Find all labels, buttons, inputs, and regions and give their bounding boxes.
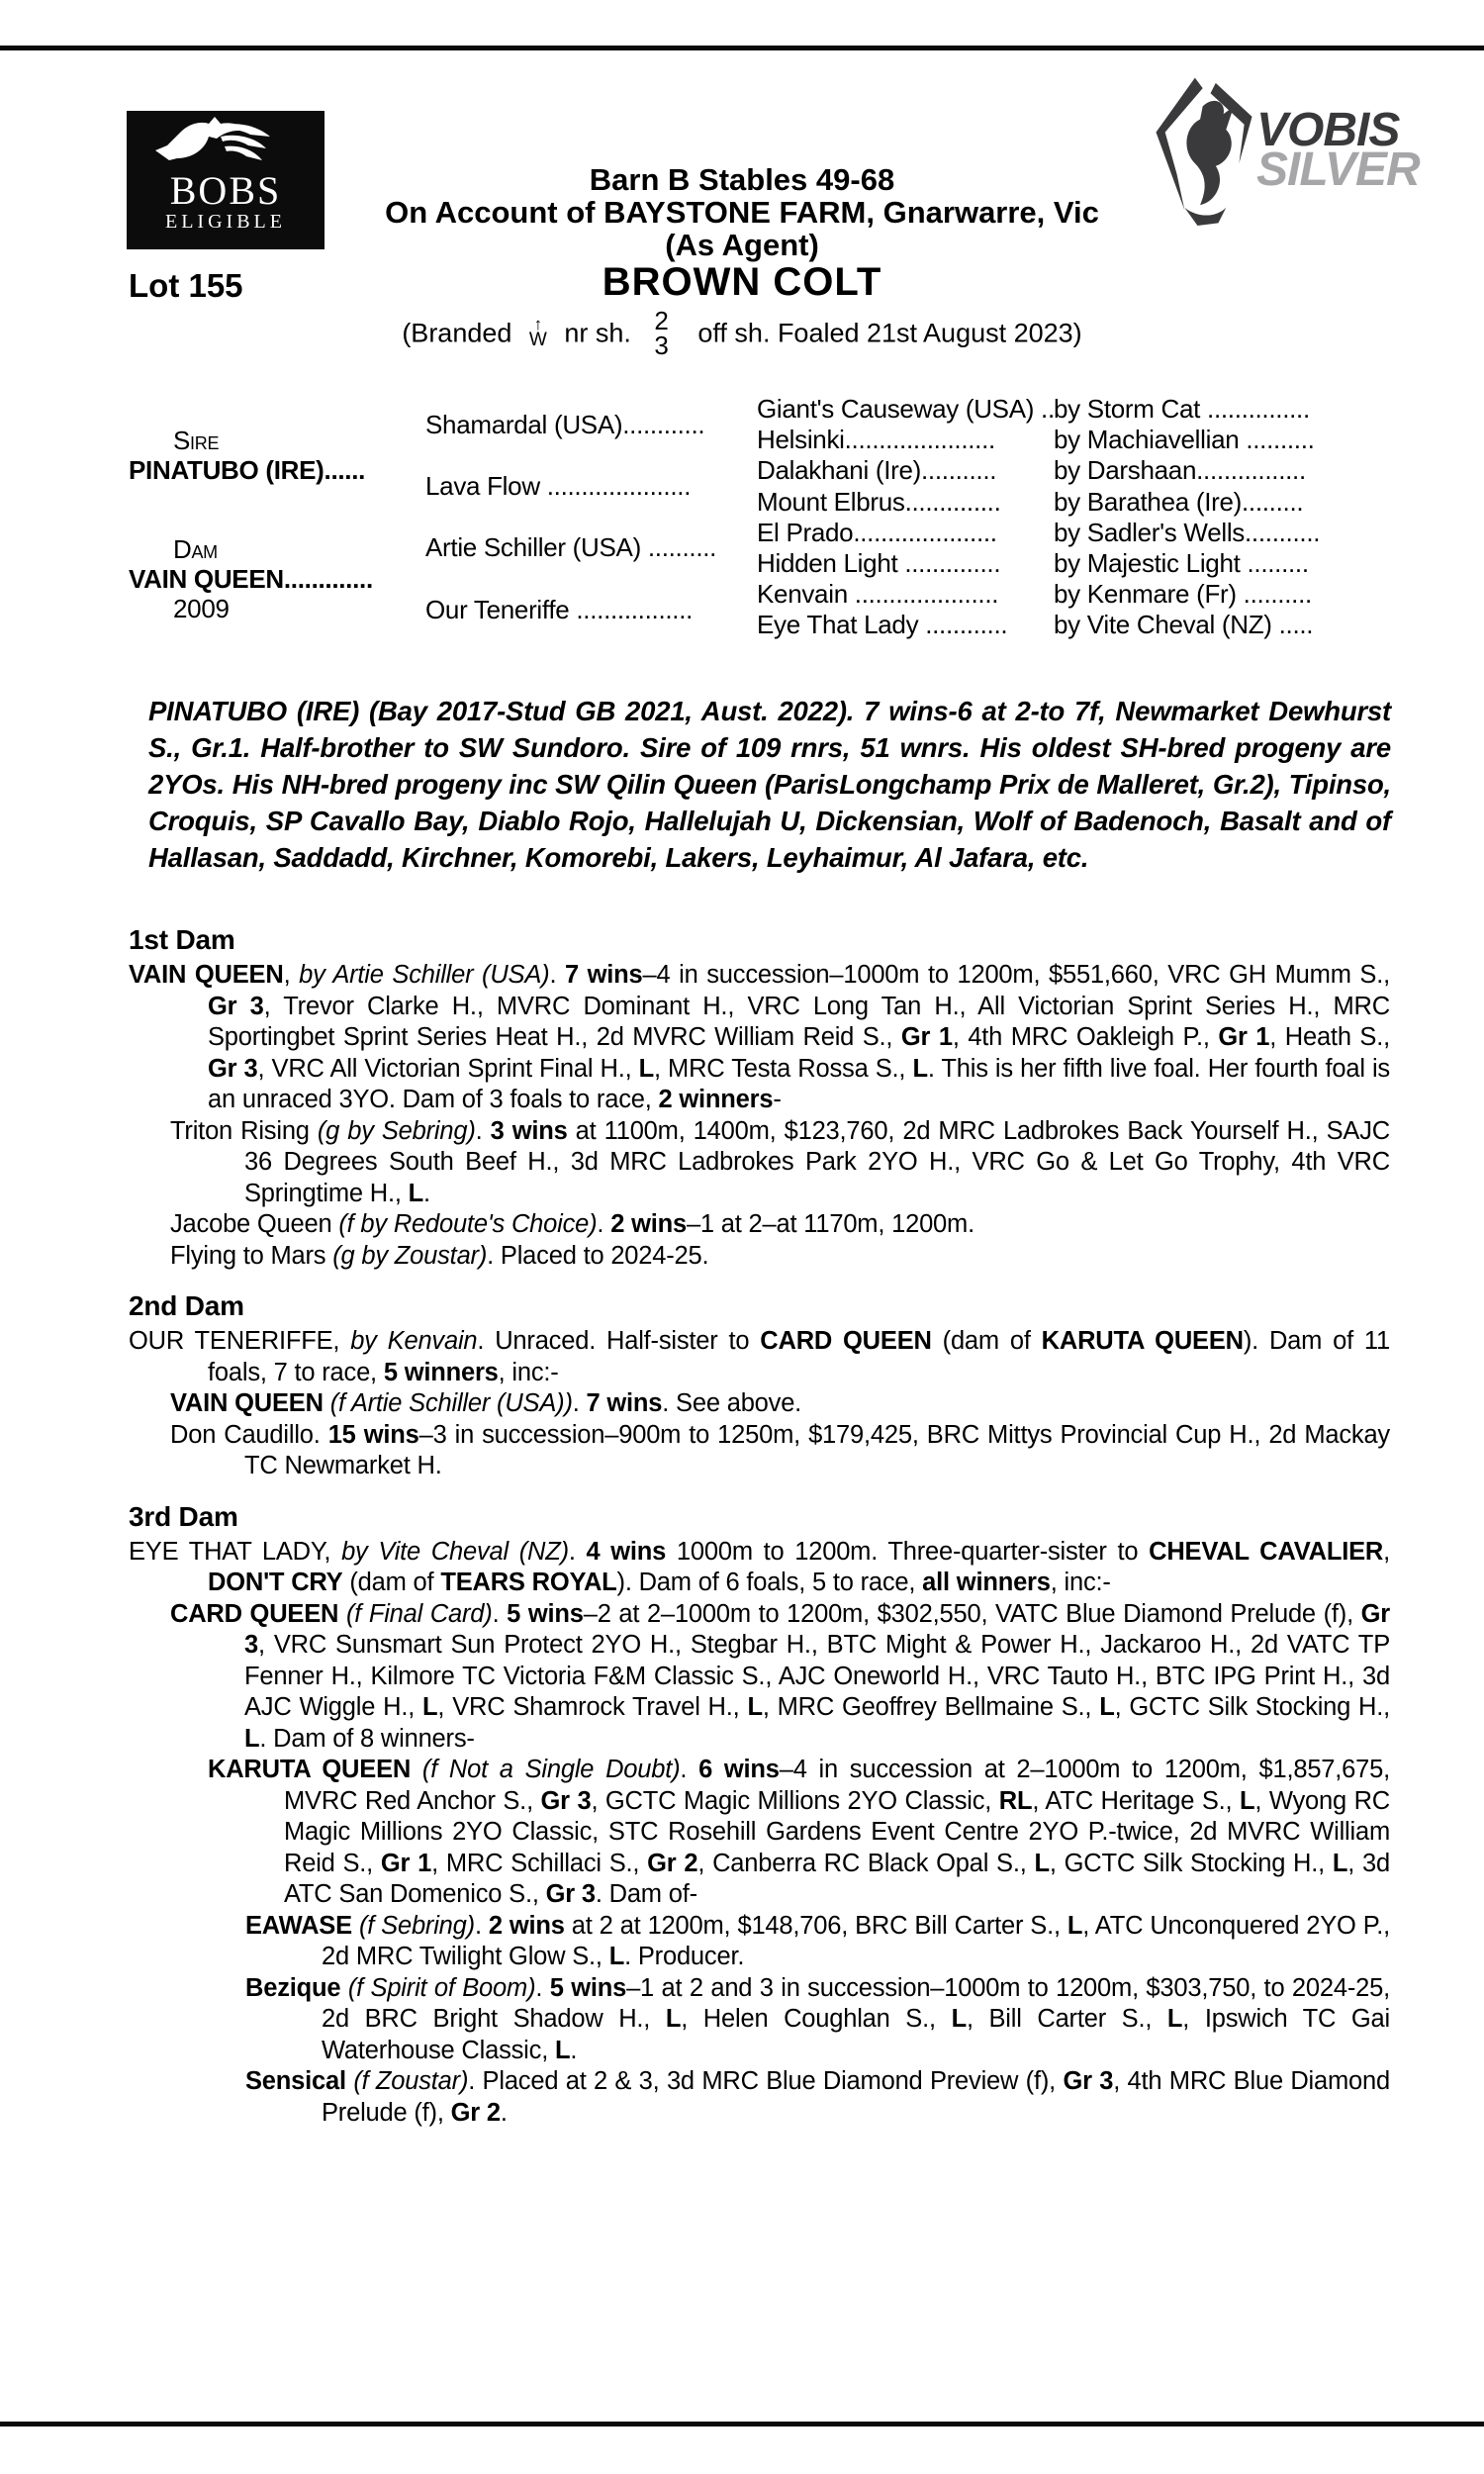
- dam-of-dam: Our Teneriffe .................: [425, 594, 694, 624]
- dam-cell: [129, 518, 425, 641]
- horse-title: BROWN COLT: [602, 260, 882, 304]
- brand-number: 2 3: [654, 306, 669, 360]
- great-grandsire: by Storm Cat ...............: [1054, 394, 1310, 424]
- sire-name: PINATUBO (IRE)......: [129, 455, 366, 486]
- dam-entry-our-teneriffe: OUR TENERIFFE, by Kenvain. Unraced. Half-sister to CARD QUEEN (dam of KARUTA QUEEN). Dam of 11 foals, 7 to race, 5 winners, inc:-: [129, 1327, 1390, 1386]
- great-grandsire: by Vite Cheval (NZ) .....: [1054, 610, 1314, 640]
- foal-entry-triton-rising: Triton Rising (g by Sebring). 3 wins at 1100m, 1400m, $123,760, 2d MRC Ladbrokes Back Yourself H., SAJC 36 Degrees South Beef H., 3d MRC Ladbrokes Park 2YO H., VRC Go & Let Go Trophy, 4th VRC Springtime H., L.: [170, 1116, 1390, 1207]
- foal-entry-don-caudillo: Don Caudillo. 15 wins–3 in succession–900m to 1250m, $179,425, BRC Mittys Provincial Cup H., 2d Mackay TC Newmarket H.: [170, 1420, 1390, 1479]
- dam-entry-eye-that-lady: EYE THAT LADY, by Vite Cheval (NZ). 4 wins 1000m to 1200m. Three-quarter-sister to CHEVAL CAVALIER, DON'T CRY (dam of TEARS ROYAL). Dam of 6 foals, 5 to race, all winners, inc:-: [129, 1537, 1390, 1596]
- brand-mark-icon: ↑ W: [528, 315, 547, 350]
- grandparent-row: Giant's Causeway (USA) ..: [757, 394, 1055, 424]
- dam-of-sire: Lava Flow .....................: [425, 471, 692, 502]
- foal-entry-eawase: EAWASE (f Sebring). 2 wins at 2 at 1200m, $148,706, BRC Bill Carter S., L, ATC Unconquered 2YO P., 2d MRC Twilight Glow S., L. Producer.: [245, 1911, 1390, 1970]
- second-dam-heading: 2nd Dam: [129, 1290, 244, 1321]
- great-grandsire: by Sadler's Wells...........: [1054, 517, 1321, 547]
- top-rule: [0, 46, 1484, 50]
- foal-entry-bezique: Bezique (f Spirit of Boom). 5 wins–1 at 2 and 3 in succession–1000m to 1200m, $303,750, to 2024-25, 2d BRC Bright Shadow H., L, Helen Coughlan S., L, Bill Carter S., L, Ipswich TC Gai Waterhouse Classic, L.: [245, 1973, 1391, 2064]
- dam-year: 2009: [173, 594, 230, 624]
- bobs-eligible-label: ELIGIBLE: [165, 211, 286, 233]
- branded-near-shoulder: nr sh.: [564, 318, 631, 348]
- sire-of-dam: Artie Schiller (USA) ..........: [425, 532, 717, 563]
- silver-word: SILVER: [1256, 143, 1420, 196]
- dam-name: VAIN QUEEN.............: [129, 564, 373, 595]
- grandparent-row: Mount Elbrus..............: [757, 486, 1001, 517]
- grandparent-row: Hidden Light ..............: [757, 547, 1001, 578]
- account-line: On Account of BAYSTONE FARM, Gnarwarre, Vic: [385, 195, 1099, 230]
- vobis-word: VOBIS: [1256, 104, 1400, 156]
- grandparent-row: El Prado.....................: [757, 517, 997, 547]
- sire-of-sire: Shamardal (USA)............: [425, 409, 705, 439]
- third-dam-heading: 3rd Dam: [129, 1500, 238, 1532]
- branded-line: [0, 306, 1484, 360]
- sire-label: Sire: [173, 426, 220, 456]
- foal-entry-flying-to-mars: Flying to Mars (g by Zoustar). Placed to 2024-25.: [170, 1241, 709, 1270]
- great-grandsire: by Majestic Light .........: [1054, 547, 1309, 578]
- dam-label: Dam: [173, 534, 218, 565]
- pedigree-details: [129, 923, 1390, 2129]
- bobs-wordmark: BOBS: [169, 168, 282, 213]
- pedigree-table: [129, 394, 1390, 641]
- foal-entry-vain-queen: VAIN QUEEN (f Artie Schiller (USA)). 7 wins. See above.: [170, 1389, 802, 1417]
- foal-entry-sensical: Sensical (f Zoustar). Placed at 2 & 3, 3d MRC Blue Diamond Preview (f), Gr 3, 4th MRC Blue Diamond Prelude (f), Gr 2.: [245, 2067, 1390, 2127]
- grandparent-row: Kenvain .....................: [757, 579, 999, 610]
- lot-number: Lot 155: [129, 267, 243, 304]
- great-grandsire: by Machiavellian ..........: [1054, 425, 1315, 455]
- agent-line: (As Agent): [665, 228, 819, 262]
- grandparent-row: Helsinki......................: [757, 425, 995, 455]
- branded-suffix: off sh. Foaled 21st August 2023): [697, 318, 1082, 348]
- bottom-rule: [0, 2422, 1484, 2426]
- sire-summary-paragraph: PINATUBO (IRE) (Bay 2017-Stud GB 2021, Aust. 2022). 7 wins-6 at 2-to 7f, Newmarket Dewhurst S., Gr.1. Half-brother to SW Sundoro. Sire of 109 rnrs, 51 wnrs. His oldest SH-bred progeny are 2YOs. His NH-bred progeny inc SW Qilin Queen (ParisLongchamp Prix de Malleret, Gr.2), Tipinso, Croquis, SP Cavallo Bay, Diablo Rojo, Hallelujah U, Dickensian, Wolf of Badenoch, Basalt and of Hallasan, Saddadd, Kirchner, Komorebi, Lakers, Leyhaimur, Al Jafara, etc.: [148, 696, 1391, 873]
- great-grandsire: by Darshaan................: [1054, 455, 1306, 486]
- great-grandsire: by Kenmare (Fr) ..........: [1054, 579, 1312, 610]
- sire-cell: [129, 394, 425, 518]
- foal-entry-jacobe-queen: Jacobe Queen (f by Redoute's Choice). 2 wins–1 at 2–at 1170m, 1200m.: [170, 1210, 974, 1238]
- branded-prefix: (Branded: [402, 318, 512, 348]
- foal-entry-karuta-queen: KARUTA QUEEN (f Not a Single Doubt). 6 wins–4 in succession at 2–1000m to 1200m, $1,857,675, MVRC Red Anchor S., Gr 3, GCTC Magic Millions 2YO Classic, RL, ATC Heritage S., L, Wyong RC Magic Millions 2YO Classic, STC Rosehill Gardens Event Centre 2YO P.-twice, 2d MVRC William Reid S., Gr 1, MRC Schillaci S., Gr 2, Canberra RC Black Opal S., L, GCTC Silk Stocking H., L, 3d ATC San Domenico S., Gr 3. Dam of-: [208, 1756, 1390, 1908]
- first-dam-heading: 1st Dam: [129, 924, 235, 955]
- foal-entry-card-queen: CARD QUEEN (f Final Card). 5 wins–2 at 2–1000m to 1200m, $302,550, VATC Blue Diamond Prelude (f), Gr 3, VRC Sunsmart Sun Protect 2YO H., Stegbar H., BTC Might & Power H., Jackaroo H., 2d VATC TP Fenner H., Kilmore TC Victoria F&M Classic S., AJC Oneworld H., VRC Tauto H., BTC IPG Print H., 3d AJC Wiggle H., L, VRC Shamrock Travel H., L, MRC Geoffrey Bellmaine S., L, GCTC Silk Stocking H., L. Dam of 8 winners-: [170, 1599, 1391, 1753]
- dam-entry-vain-queen: VAIN QUEEN, by Artie Schiller (USA). 7 wins–4 in succession–1000m to 1200m, $551,660, VRC GH Mumm S., Gr 3, Trevor Clarke H., MVRC Dominant H., VRC Long Tan H., All Victorian Sprint Series H., MRC Sportingbet Sprint Series Heat H., 2d MVRC William Reid S., Gr 1, 4th MRC Oakleigh P., Gr 1, Heath S., Gr 3, VRC All Victorian Sprint Final H., L, MRC Testa Rossa S., L. This is her fifth live foal. Her fourth foal is an unraced 3YO. Dam of 3 foals to race, 2 winners-: [129, 961, 1390, 1113]
- great-grandsire: by Barathea (Ire).........: [1054, 486, 1304, 517]
- barn-line: Barn B Stables 49-68: [589, 162, 895, 197]
- grandparent-row: Eye That Lady ............: [757, 610, 1008, 640]
- grandparent-row: Dalakhani (Ire)...........: [757, 455, 997, 486]
- consignor-block: [0, 163, 1484, 261]
